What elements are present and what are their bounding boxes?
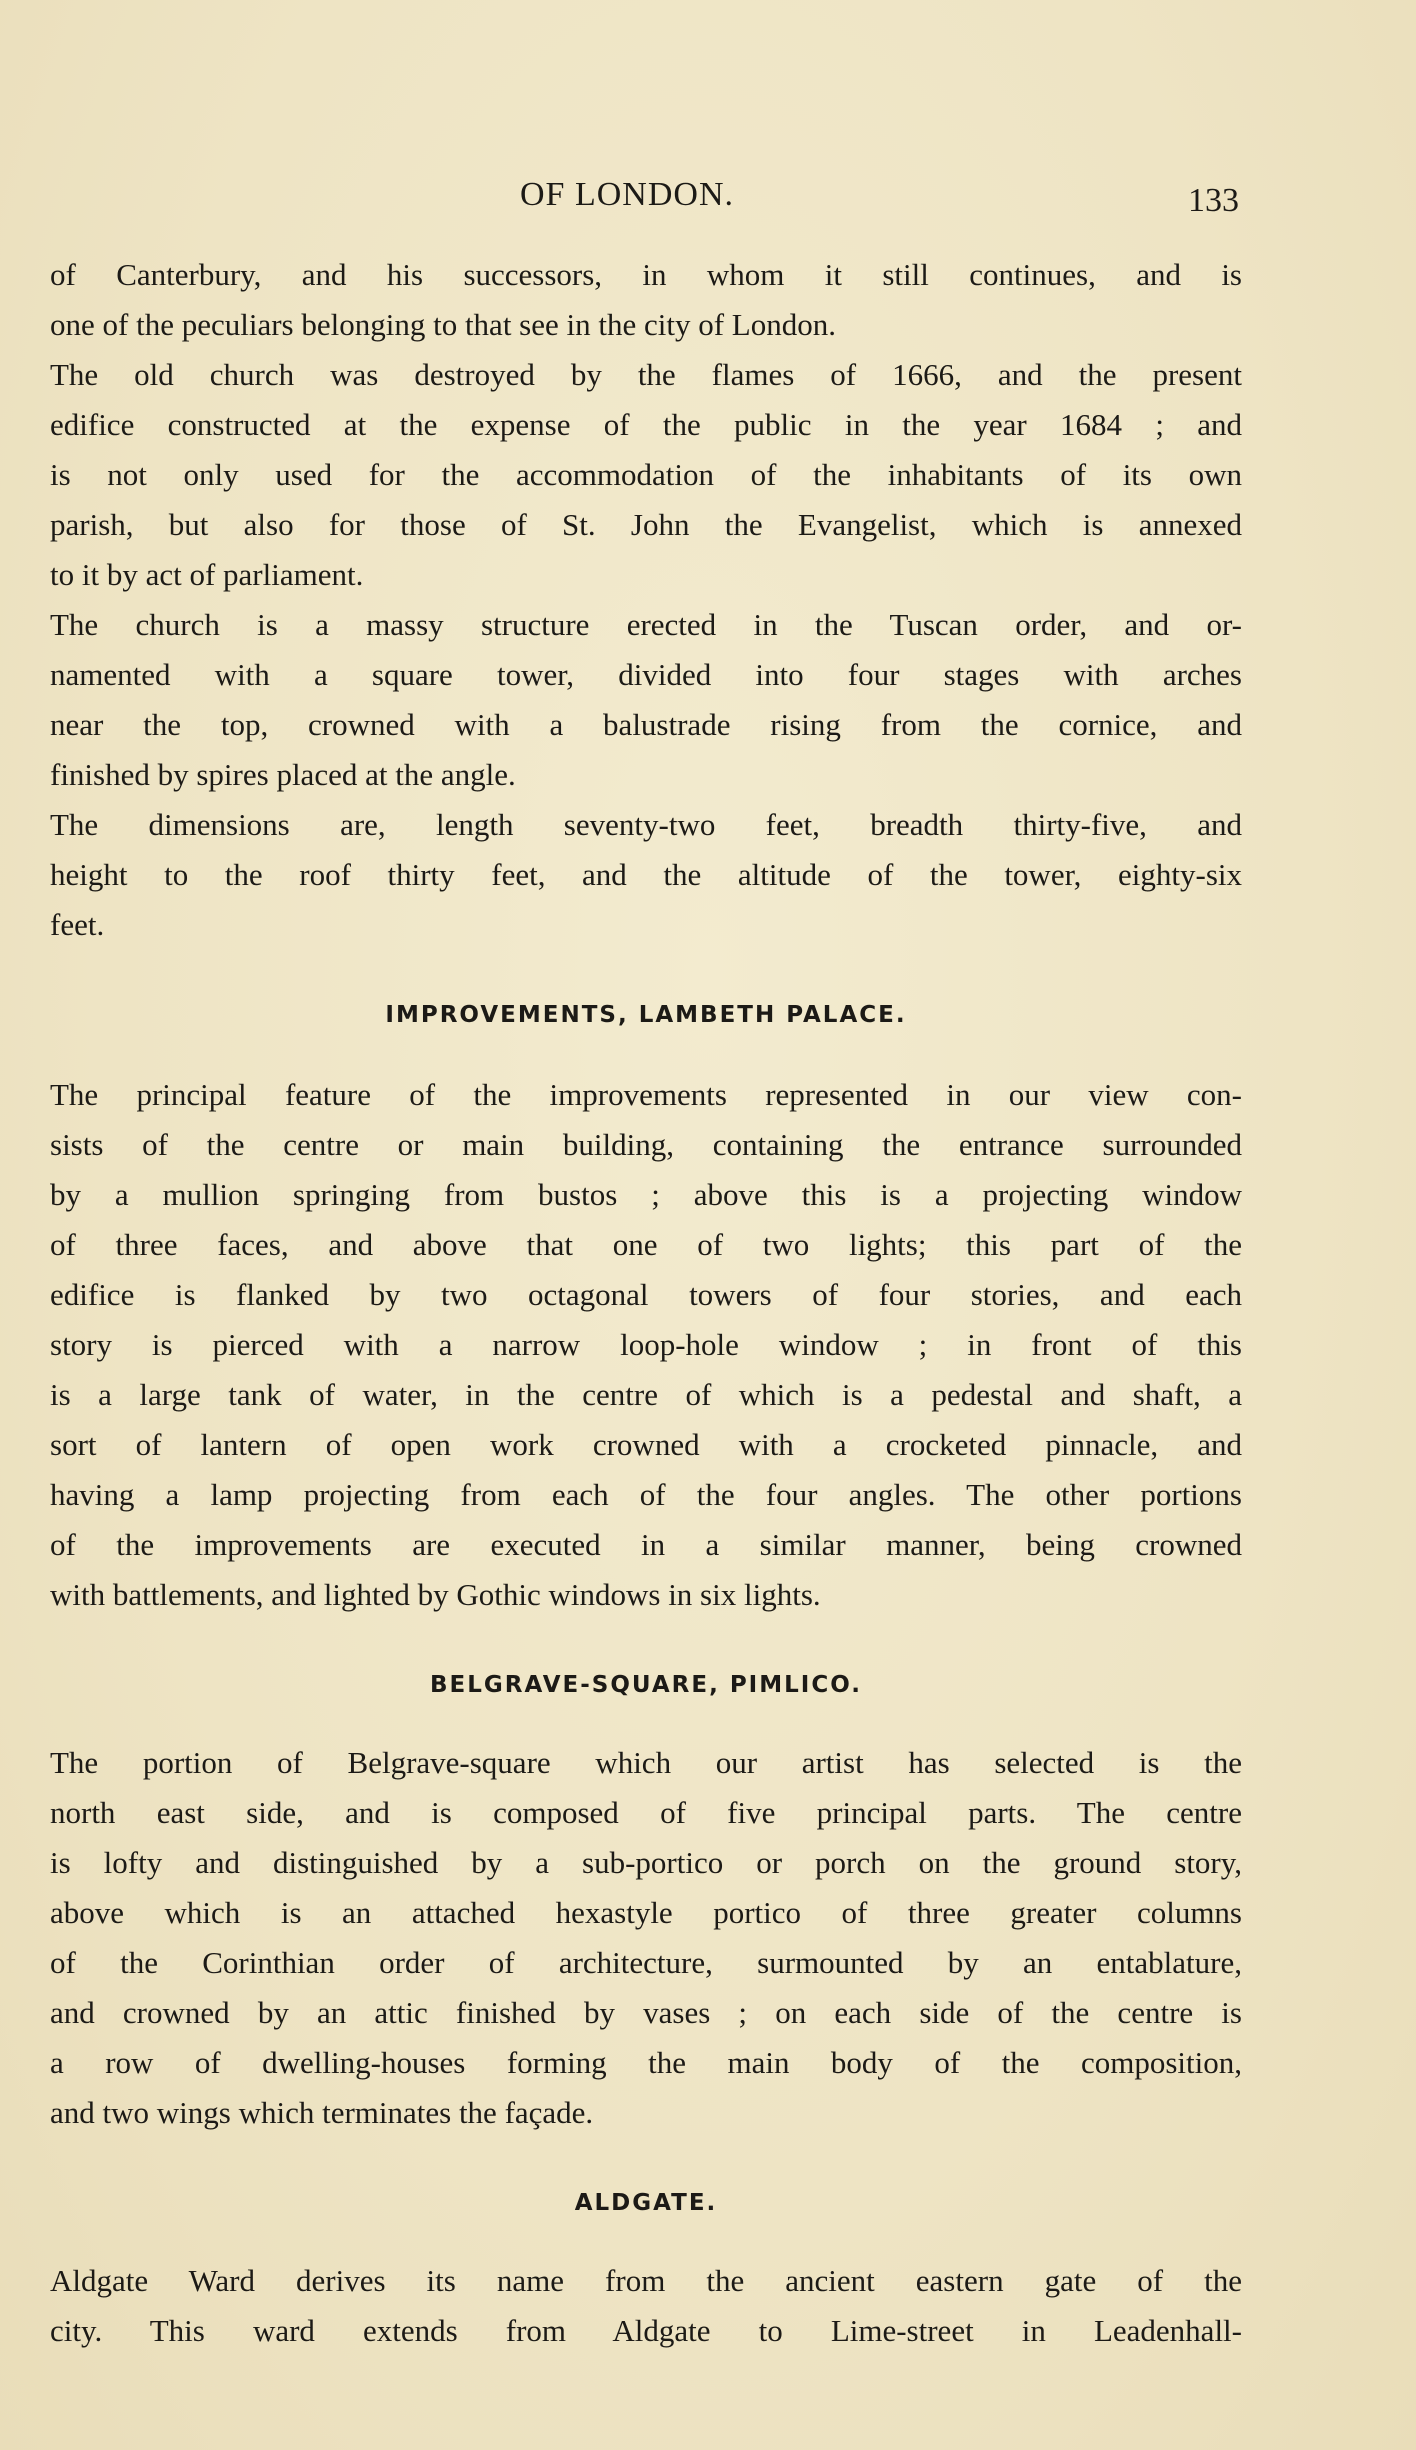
section-belgrave-square xyxy=(50,1660,1242,2138)
section-heading: ALDGATE. xyxy=(574,2190,718,2216)
text-line: having a lamp projecting from each of the four angles. The other portions xyxy=(50,1477,1242,1512)
section-aldgate xyxy=(50,2178,1242,2356)
text-line: Aldgate Ward derives its name from the ancient eastern gate of the xyxy=(50,2263,1242,2298)
text-line: to it by act of parliament. xyxy=(50,557,364,592)
text-line: by a mullion springing from bustos ; above this is a projecting window xyxy=(50,1177,1242,1212)
text-line: a row of dwelling-houses forming the main body of the composition, xyxy=(50,2045,1242,2080)
text-line: one of the peculiars belonging to that see in the city of London. xyxy=(50,307,836,342)
text-line: The old church was destroyed by the flames of 1666, and the present xyxy=(50,357,1242,392)
text-line: near the top, crowned with a balustrade rising from the cornice, and xyxy=(50,707,1242,742)
section-church xyxy=(50,250,1242,950)
text-line: finished by spires placed at the angle. xyxy=(50,757,516,792)
text-line: is a large tank of water, in the centre of which is a pedestal and shaft, a xyxy=(50,1377,1242,1412)
section-lambeth-palace xyxy=(50,990,1242,1620)
text-line: feet. xyxy=(50,907,105,942)
text-line: sort of lantern of open work crowned with a crocketed pinnacle, and xyxy=(50,1427,1242,1462)
section-heading: IMPROVEMENTS, LAMBETH PALACE. xyxy=(385,1002,907,1028)
text-line: with battlements, and lighted by Gothic windows in six lights. xyxy=(50,1577,821,1612)
page-number: 133 xyxy=(1188,182,1239,219)
text-line: city. This ward extends from Aldgate to Lime-street in Leadenhall- xyxy=(50,2313,1242,2348)
text-line: The dimensions are, length seventy-two feet, breadth thirty-five, and xyxy=(50,807,1242,842)
text-line: and crowned by an attic finished by vases ; on each side of the centre is xyxy=(50,1995,1242,2030)
text-line: The principal feature of the improvements represented in our view con- xyxy=(50,1077,1242,1112)
text-line: height to the roof thirty feet, and the altitude of the tower, eighty-six xyxy=(50,857,1242,892)
text-line: of the improvements are executed in a similar manner, being crowned xyxy=(50,1527,1242,1562)
text-line: is lofty and distinguished by a sub-portico or porch on the ground story, xyxy=(50,1845,1242,1880)
text-line: of Canterbury, and his successors, in whom it still continues, and is xyxy=(50,257,1242,292)
page-header xyxy=(0,176,1416,226)
text-line: and two wings which terminates the façade. xyxy=(50,2095,594,2130)
text-line: sists of the centre or main building, containing the entrance surrounded xyxy=(50,1127,1242,1162)
text-line: north east side, and is composed of five principal parts. The centre xyxy=(50,1795,1242,1830)
text-line: edifice constructed at the expense of the public in the year 1684 ; and xyxy=(50,407,1242,442)
text-line: of three faces, and above that one of two lights; this part of the xyxy=(50,1227,1242,1262)
text-line: namented with a square tower, divided into four stages with arches xyxy=(50,657,1242,692)
body-text xyxy=(50,250,1242,2356)
text-line: The portion of Belgrave-square which our artist has selected is the xyxy=(50,1745,1242,1780)
text-line: above which is an attached hexastyle portico of three greater columns xyxy=(50,1895,1242,1930)
running-title: OF LONDON. xyxy=(520,176,734,213)
text-line: of the Corinthian order of architecture, surmounted by an entablature, xyxy=(50,1945,1242,1980)
text-line: is not only used for the accommodation of the inhabitants of its own xyxy=(50,457,1242,492)
text-line: story is pierced with a narrow loop-hole window ; in front of this xyxy=(50,1327,1242,1362)
text-line: parish, but also for those of St. John the Evangelist, which is annexed xyxy=(50,507,1242,542)
text-line: The church is a massy structure erected in the Tuscan order, and or- xyxy=(50,607,1242,642)
section-heading: BELGRAVE-SQUARE, PIMLICO. xyxy=(429,1672,862,1698)
text-line: edifice is flanked by two octagonal towers of four stories, and each xyxy=(50,1277,1242,1312)
